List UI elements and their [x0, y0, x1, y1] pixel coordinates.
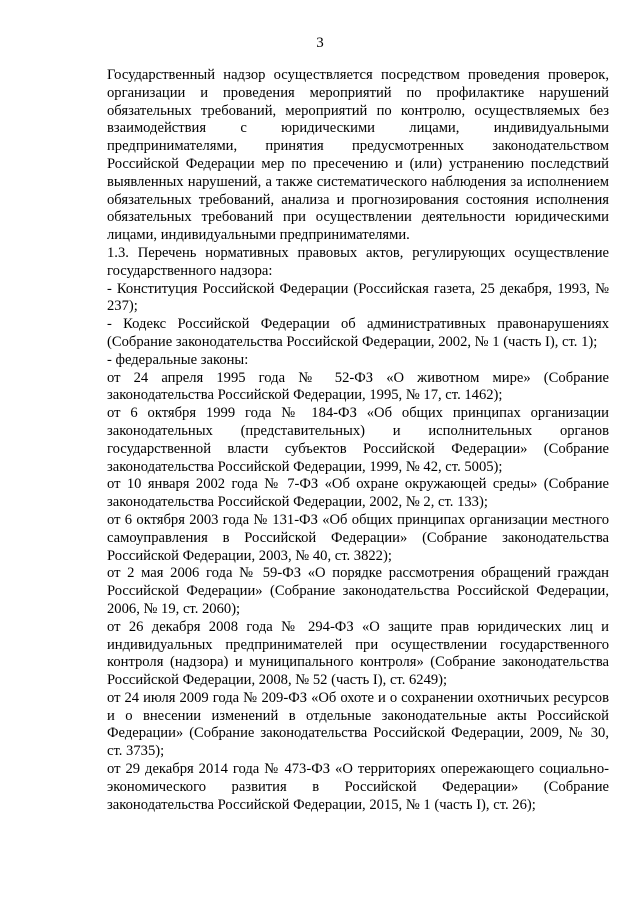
law-item-59-fz: от 2 мая 2006 года № 59-ФЗ «О порядке рассмотрения обращений граждан Российской Федерации» (Собрание законодательства Российской Федерации, 2006, № 19, ст. 2060);	[107, 565, 609, 617]
list-item-federal-laws-heading: - федеральные законы:	[107, 351, 249, 368]
list-item-administrative-code: - Кодекс Российской Федерации об административных правонарушениях (Собрание законодательства Российской Федерации, 2002, № 1 (часть I), ст. 1);	[107, 316, 609, 350]
law-item-7-fz: от 10 января 2002 года № 7-ФЗ «Об охране окружающей среды» (Собрание законодательства Российской Федерации, 2002, № 2, ст. 133);	[107, 476, 609, 511]
page-number: 3	[316, 35, 324, 51]
document-body	[107, 67, 609, 814]
law-item-473-fz: от 29 декабря 2014 года № 473-ФЗ «О территориях опережающего социально-экономического развития в Российской Федерации» (Собрание законодательства Российской Федерации, 2015, № 1 (часть I), ст. 26);	[107, 761, 609, 813]
list-item-constitution: - Конституция Российской Федерации (Российская газета, 25 декабря, 1993, № 237);	[107, 280, 609, 315]
paragraph-section-1-3-heading: 1.3. Перечень нормативных правовых актов, регулирующих осуществление государственного надзора:	[107, 244, 609, 279]
paragraph-supervision-description: Государственный надзор осуществляется посредством проведения проверок, организации и проведения мероприятий по профилактике нарушений обязательных требований, мероприятий по контролю, осуществляемых без взаимодействия с юридическими лицами, индивидуальными предпринимателями, принятия предусмотренных законодательством Российской Федерации мер по пресечению и (или) устранению последствий выявленных нарушений, а также систематического наблюдения за исполнением обязательных требований, анализа и прогнозирования состояния исполнения обязательных требований при осуществлении деятельности юридическими лицами, индивидуальными предпринимателями.	[107, 67, 609, 244]
law-item-209-fz: от 24 июля 2009 года № 209-ФЗ «Об охоте и о сохранении охотничьих ресурсов и о внесении изменений в отдельные законодательные акты Российской Федерации» (Собрание законодательства Российской Федерации, 2009, № 30, ст. 3735);	[107, 689, 609, 760]
law-item-294-fz: от 26 декабря 2008 года № 294-ФЗ «О защите прав юридических лиц и индивидуальных предпринимателей при осуществлении государственного контроля (надзора) и муниципального контроля» (Собрание законодательства Российской Федерации, 2008, № 52 (часть I), ст. 6249);	[107, 618, 609, 689]
law-item-52-fz: от 24 апреля 1995 года № 52-ФЗ «О животном мире» (Собрание законодательства Российской Федерации, 1995, № 17, ст. 1462);	[107, 369, 609, 404]
law-item-131-fz: от 6 октября 2003 года № 131-ФЗ «Об общих принципах организации местного самоуправления в Российской Федерации» (Собрание законодательства Российской Федерации, 2003, № 40, ст. 3822);	[107, 511, 609, 564]
law-item-184-fz: от 6 октября 1999 года № 184-ФЗ «Об общих принципах организации законодательных (представительных) и исполнительных органов государственной власти субъектов Российской Федерации» (Собрание законодательства Российской Федерации, 1999, № 42, ст. 5005);	[107, 405, 609, 475]
